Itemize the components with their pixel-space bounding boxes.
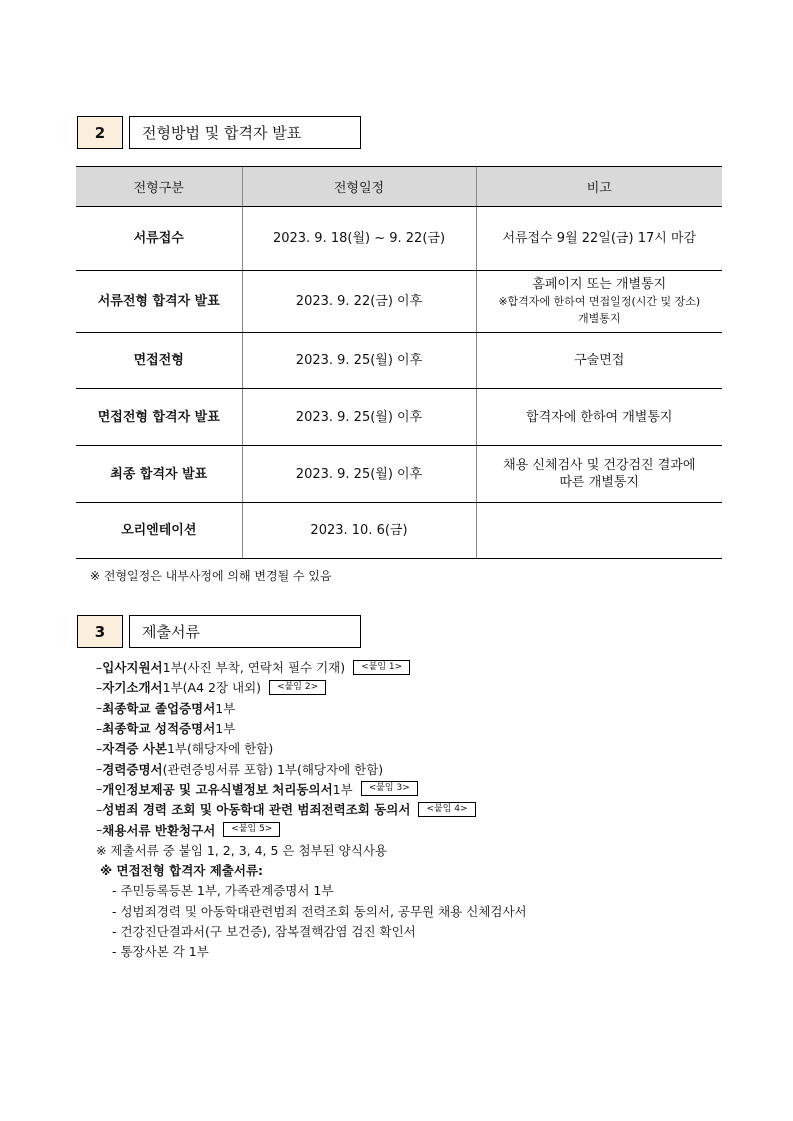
attachment-tag: <붙임 1> [353, 660, 410, 675]
attachment-note: ※ 제출서류 중 붙임 1, 2, 3, 4, 5 은 첨부된 양식사용 [96, 842, 387, 858]
document-item: – 입사지원서 1부(사진 부착, 연락처 필수 기재) <붙임 1> [96, 657, 527, 677]
interview-doc-item: - 성범죄경력 및 아동학대관련범죄 전력조회 동의서, 공무원 채용 신체검사서 [112, 903, 527, 919]
date-cell: 2023. 9. 18(월) ~ 9. 22(금) [242, 207, 476, 271]
section-2-header [77, 116, 361, 149]
date-cell: 2023. 9. 25(월) 이후 [242, 333, 476, 389]
note-line: ※합격자에 한하여 면접일정(시간 및 장소) [498, 295, 701, 308]
date-cell: 2023. 9. 25(월) 이후 [242, 389, 476, 446]
interview-doc-item: - 주민등록등본 1부, 가족관계증명서 1부 [112, 883, 334, 899]
document-list [96, 657, 527, 961]
attachment-tag: <붙임 4> [418, 802, 475, 817]
note-cell [476, 271, 722, 333]
interview-doc-item: - 통장사본 각 1부 [112, 944, 209, 960]
category-cell: 면접전형 [76, 333, 242, 389]
note-line: 구술면접 [574, 353, 625, 368]
note-line: 개별통지 [577, 312, 621, 325]
document-name: 최종학교 졸업증명서 [102, 700, 216, 716]
document-name: 개인정보제공 및 고유식별정보 처리동의서 [102, 781, 333, 797]
document-item: – 성범죄 경력 조회 및 아동학대 관련 범죄전력조회 동의서 <붙임 4> [96, 799, 527, 819]
schedule-note: ※ 전형일정은 내부사정에 의해 변경될 수 있음 [90, 569, 332, 583]
document-item: – 자격증 사본 1부(해당자에 한함) [96, 740, 274, 757]
note-line: 서류접수 9월 22일(금) 17시 마감 [502, 231, 697, 246]
category-cell: 서류전형 합격자 발표 [76, 271, 242, 333]
note-cell [476, 389, 722, 446]
note-cell [476, 207, 722, 271]
table-row [76, 446, 722, 503]
document-item: – 개인정보제공 및 고유식별정보 처리동의서 1부 <붙임 3> [96, 779, 527, 799]
date-cell: 2023. 9. 25(월) 이후 [242, 446, 476, 503]
date-cell: 2023. 10. 6(금) [242, 503, 476, 559]
document-name: 최종학교 성적증명서 [102, 721, 216, 737]
document-name: 성범죄 경력 조회 및 아동학대 관련 범죄전력조회 동의서 [102, 802, 411, 818]
document-name: 입사지원서 [102, 660, 163, 676]
attachment-tag: <붙임 5> [223, 822, 280, 837]
table-header-row [76, 167, 722, 207]
note-line: 합격자에 한하여 개별통지 [526, 409, 673, 425]
interview-doc-item: - 건강진단결과서(구 보건증), 잠복결핵감염 검진 확인서 [112, 924, 416, 939]
document-name: 채용서류 반환청구서 [102, 822, 216, 838]
document-name: 경력증명서 [102, 761, 163, 777]
column-header: 전형일정 [242, 167, 476, 207]
document-name: 자기소개서 [102, 680, 163, 696]
category-cell: 최종 합격자 발표 [76, 446, 242, 503]
column-header: 전형구분 [76, 167, 242, 207]
note-cell [476, 503, 722, 559]
section-title: 전형방법 및 합격자 발표 [129, 116, 361, 149]
interview-docs-title: ※ 면접전형 합격자 제출서류: [100, 863, 264, 879]
note-cell [476, 446, 722, 503]
table-row [76, 333, 722, 389]
category-cell: 서류접수 [76, 207, 242, 271]
document-name: 자격증 사본 [102, 741, 167, 757]
category-cell: 오리엔테이션 [76, 503, 242, 559]
section-title: 제출서류 [129, 615, 361, 648]
table-row [76, 389, 722, 446]
category-cell: 면접전형 합격자 발표 [76, 389, 242, 446]
section-number: 3 [77, 615, 123, 648]
section-3-header [77, 615, 361, 648]
table-row [76, 271, 722, 333]
table-row [76, 503, 722, 559]
note-cell [476, 333, 722, 389]
section-number: 2 [77, 116, 123, 149]
document-item: – 자기소개서 1부(A4 2장 내외) <붙임 2> [96, 677, 527, 697]
document-item: – 경력증명서 (관련증빙서류 포함) 1부(해당자에 한함) [96, 761, 384, 777]
attachment-tag: <붙임 2> [269, 680, 326, 695]
note-line: 채용 신체검사 및 건강검진 결과에 [503, 458, 696, 473]
note-line: 홈페이지 또는 개별통지 [532, 277, 667, 292]
column-header: 비고 [476, 167, 722, 207]
document-item: – 최종학교 성적증명서 1부 [96, 720, 236, 737]
note-line: 따른 개별통지 [559, 475, 639, 490]
document-item: – 최종학교 졸업증명서 1부 [96, 700, 236, 716]
schedule-table [76, 166, 722, 559]
table-row [76, 207, 722, 271]
attachment-tag: <붙임 3> [361, 781, 418, 796]
document-item: – 채용서류 반환청구서 <붙임 5> [96, 819, 527, 839]
date-cell: 2023. 9. 22(금) 이후 [242, 271, 476, 333]
